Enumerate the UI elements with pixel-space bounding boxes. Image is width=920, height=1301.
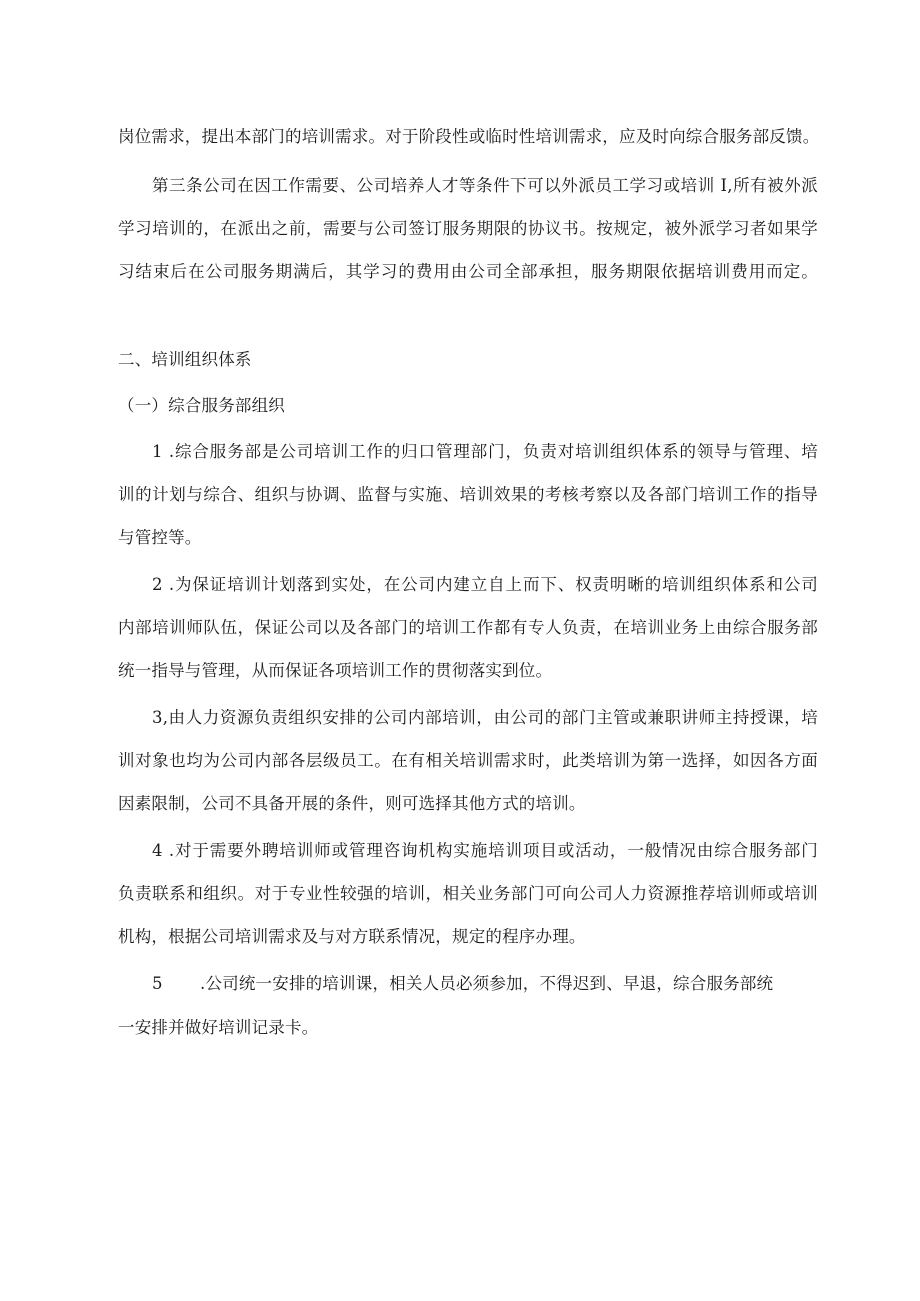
paragraph-line: 第三条公司在因工作需要、公司培养人才等条件下可以外派员工学习或培训 I,所有被外派 bbox=[152, 176, 818, 195]
list-item-line bbox=[152, 973, 792, 995]
list-item-line bbox=[152, 574, 818, 596]
item-text: .综合服务部是公司培训工作的归口管理部门，负责对培训组织体系的领导与管理、培 bbox=[168, 442, 818, 461]
paragraph-line: 习结束后在公司服务期满后，其学习的费用由公司全部承担，服务期限依据培训费用而定。 bbox=[118, 262, 818, 281]
paragraph-line: 学习培训的，在派出之前，需要与公司签订服务期限的协议书。按规定，被外派学习者如果学 bbox=[118, 219, 818, 238]
list-item-line: 与管控等。 bbox=[118, 528, 202, 547]
item-number: 1 bbox=[152, 442, 163, 461]
list-item-line: 机构，根据公司培训需求及与对方联系情况，规定的程序办理。 bbox=[118, 927, 586, 946]
section-heading: 二、培训组织体系 bbox=[118, 350, 252, 369]
subsection-heading: （一）综合服务部组织 bbox=[118, 396, 285, 415]
item-text: .公司统一安排的培训课，相关人员必须参加，不得迟到、早退，综合服务部统 bbox=[200, 974, 774, 993]
list-item-line bbox=[152, 441, 818, 463]
list-item-line: 统一指导与管理，从而保证各项培训工作的贯彻落实到位。 bbox=[118, 661, 553, 680]
item-text: .对于需要外聘培训师或管理咨询机构实施培训项目或活动，一般情况由综合服务部门 bbox=[168, 841, 818, 860]
list-item-line: 训的计划与综合、组织与协调、监督与实施、培训效果的考核考察以及各部门培训工作的指导 bbox=[118, 485, 818, 504]
list-item-line: 3,由人力资源负责组织安排的公司内部培训，由公司的部门主管或兼职讲师主持授课，培 bbox=[152, 708, 818, 727]
list-item-line: 因素限制，公司不具备开展的条件，则可选择其他方式的培训。 bbox=[118, 794, 586, 813]
list-item-line: 训对象也均为公司内部各层级员工。在有相关培训需求时，此类培训为第一选择，如因各方面 bbox=[118, 751, 818, 770]
list-item-line: 内部培训师队伍，保证公司以及各部门的培训工作都有专人负责，在培训业务上由综合服务部 bbox=[118, 618, 818, 637]
list-item-line bbox=[152, 840, 818, 862]
item-number: 2 bbox=[152, 575, 163, 594]
item-text: .为保证培训计划落到实处，在公司内建立自上而下、权责明晰的培训组织体系和公司 bbox=[168, 575, 818, 594]
list-item-line: 一安排并做好培训记录卡。 bbox=[118, 1018, 319, 1037]
item-number: 4 bbox=[152, 841, 163, 860]
item-number: 5 bbox=[152, 974, 163, 993]
paragraph-line: 岗位需求，提出本部门的培训需求。对于阶段性或临时性培训需求，应及时向综合服务部反馈。 bbox=[118, 127, 820, 146]
list-item-line: 负责联系和组织。对于专业性较强的培训，相关业务部门可向公司人力资源推荐培训师或培训 bbox=[118, 884, 818, 903]
